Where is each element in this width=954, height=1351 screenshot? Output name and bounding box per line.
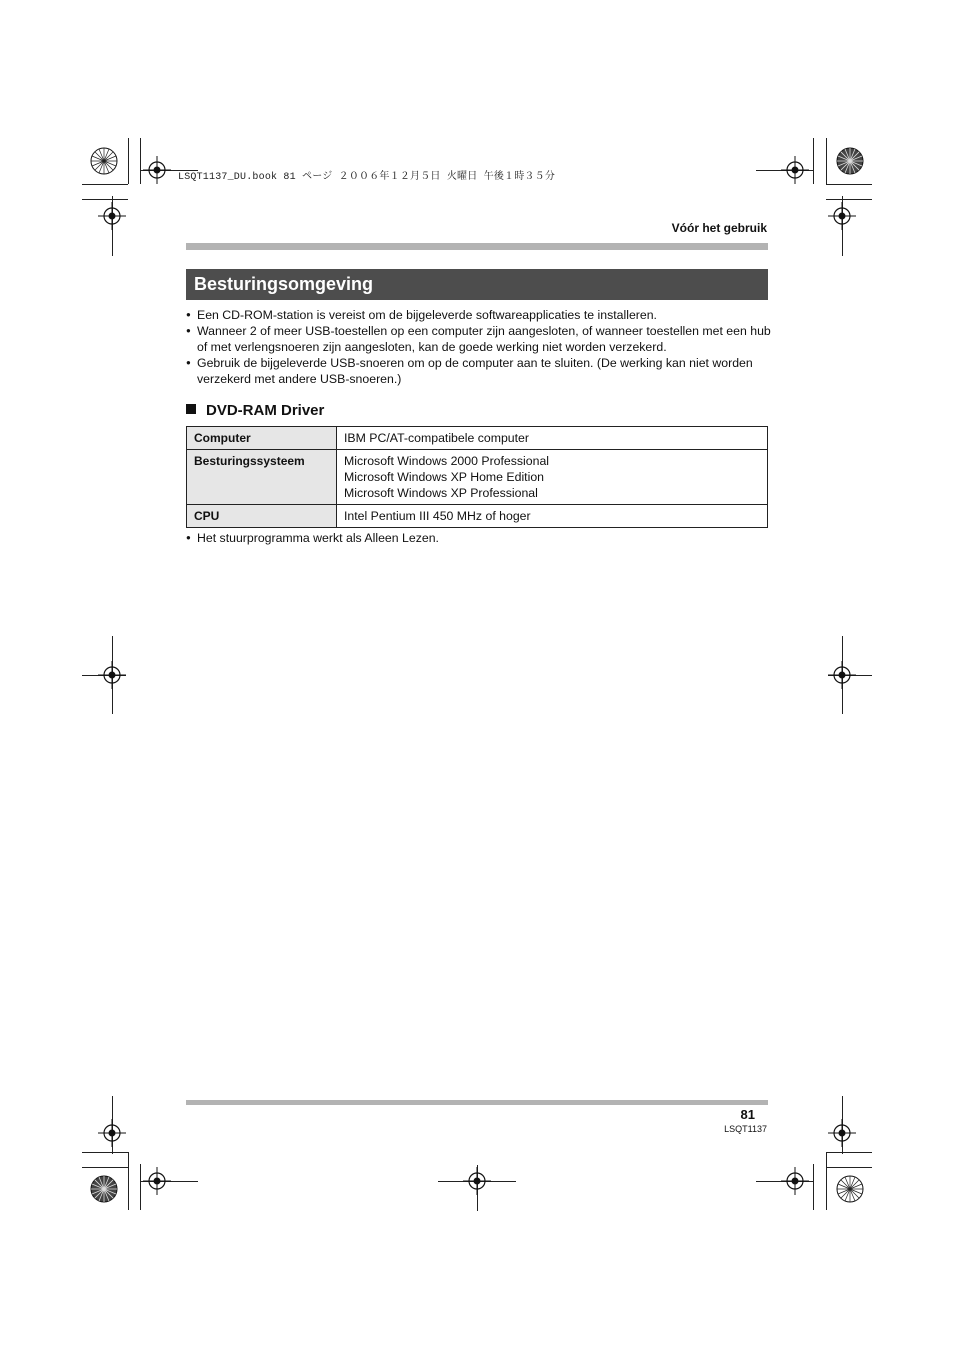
print-info-line: LSQT1137_DU.book 81 ページ ２００６年１２月５日 火曜日 午後１時３５分 [178, 172, 556, 183]
section-header: Vóór het gebruik [671, 221, 767, 235]
table-note: ● Het stuurprogramma werkt als Alleen Lezen. [186, 530, 954, 546]
model-code: LSQT1137 [724, 1124, 767, 1134]
spec-table [186, 426, 768, 528]
value-line: Intel Pentium III 450 MHz of hoger [344, 509, 531, 523]
square-bullet-icon [186, 404, 196, 414]
subheading-text: DVD-RAM Driver [206, 402, 325, 419]
table-row [187, 427, 768, 450]
value-line: IBM PC/AT-compatibele computer [344, 431, 529, 445]
value-line: Microsoft Windows XP Professional [344, 486, 538, 500]
bottom-rule [186, 1100, 768, 1105]
subheading [186, 402, 324, 419]
table-row [187, 505, 768, 528]
table-value [337, 427, 768, 450]
list-item: ● Een CD-ROM-station is vereist om de bijgeleverde softwareapplicaties te installeren. [186, 307, 776, 323]
page-number: 81 [740, 1107, 755, 1122]
page-title: Besturingsomgeving [186, 269, 768, 300]
list-item: ● Gebruik de bijgeleverde USB-snoeren om op de computer aan te sluiten. (De werking kan niet worden verzekerd met andere USB-snoeren.) [186, 355, 776, 387]
table-label: CPU [187, 505, 337, 528]
value-line: Microsoft Windows XP Home Edition [344, 470, 545, 484]
value-line: Microsoft Windows 2000 Professional [344, 454, 550, 468]
table-label: Besturingssysteem [187, 450, 337, 505]
top-rule [186, 243, 768, 250]
table-label: Computer [187, 427, 337, 450]
table-value [337, 450, 768, 505]
list-item: ● Wanneer 2 of meer USB-toestellen op een computer zijn aangesloten, of wanneer toestellen met een hub of met verlengsnoeren zijn aangesloten, kan de goede werking niet worden verzekerd. [186, 323, 776, 355]
table-value [337, 505, 768, 528]
table-row [187, 450, 768, 505]
requirements-list [186, 307, 776, 387]
